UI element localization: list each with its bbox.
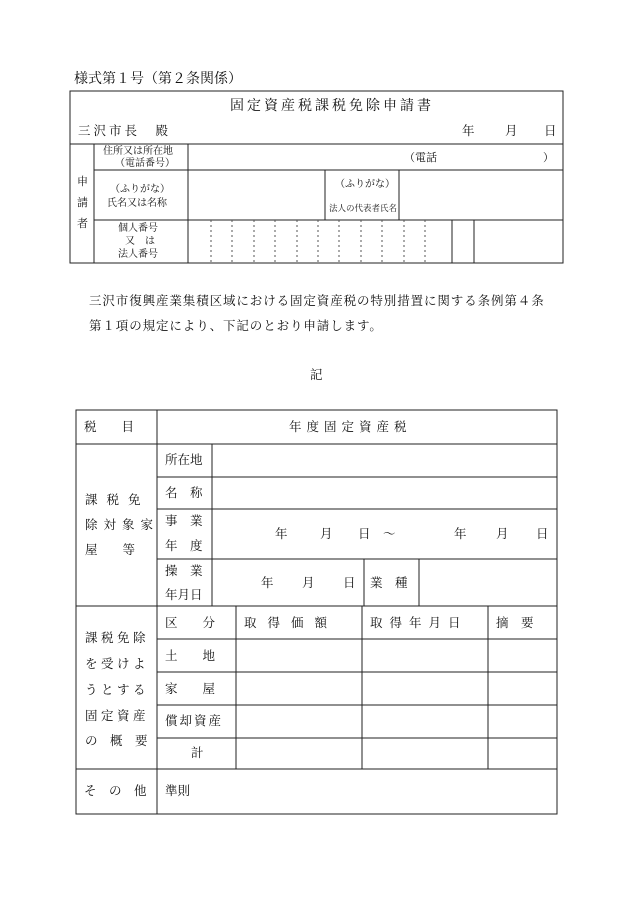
id-label-1: 個人番号 <box>118 223 158 234</box>
target-label-1: 課税免 <box>85 492 150 507</box>
tax-item-label: 税 目 <box>84 419 135 434</box>
row-depreciable-label: 償却資産 <box>165 713 224 728</box>
name-of-house-field[interactable] <box>214 479 555 507</box>
business-label-1: 事 業 <box>165 513 203 528</box>
operation-day: 日 <box>343 575 356 590</box>
target-label-2: 除対象家 <box>85 517 160 532</box>
operation-month: 月 <box>302 575 315 590</box>
industry-label: 業 種 <box>370 575 408 590</box>
rep-name-field[interactable] <box>401 172 561 218</box>
row-house-label: 家 屋 <box>165 681 216 696</box>
other-value: 準則 <box>165 783 191 798</box>
rep-name-label: 法人の代表者氏名 <box>329 204 398 214</box>
business-label-2: 年 度 <box>165 538 203 553</box>
name-furigana-label: （ふりがな） <box>110 184 170 195</box>
ki-heading: 記 <box>310 367 323 382</box>
body-line-1: 三沢市復興産業集積区域における固定資産税の特別措置に関する条例第４条 <box>89 293 545 308</box>
name-of-house-label: 名 称 <box>165 485 203 500</box>
header-note: 摘 要 <box>496 615 534 630</box>
row-land-label: 土 地 <box>165 648 216 663</box>
land-value-field[interactable] <box>238 641 360 670</box>
business-m1: 月 <box>320 526 333 541</box>
operation-year: 年 <box>261 575 274 590</box>
name-label: 氏名又は名称 <box>107 198 167 209</box>
total-value-field[interactable] <box>238 740 360 767</box>
form-number-label: 様式第１号（第２条関係） <box>74 71 242 87</box>
id-label-2: 又 は <box>125 236 155 247</box>
operation-label-2: 年月日 <box>165 587 203 602</box>
addressee: 三沢市長 殿 <box>78 123 172 138</box>
form-title: 固定資産税課税免除申請書 <box>230 98 434 114</box>
header-acquisition-date: 取得年月日 <box>370 615 468 630</box>
summary-label-5: の 概 要 <box>85 733 148 748</box>
phone-open: （電話 <box>404 151 437 164</box>
business-y2: 年 <box>454 526 467 541</box>
applicant-label-3: 者 <box>77 217 88 230</box>
location-label: 所在地 <box>165 452 203 467</box>
address-label: 住所又は所在地 <box>103 146 173 157</box>
operation-label-1: 操 業 <box>165 563 203 578</box>
header-acquisition-value: 取得価額 <box>244 615 339 630</box>
depreciable-value-field[interactable] <box>238 707 360 736</box>
house-value-field[interactable] <box>238 674 360 703</box>
target-label-3: 屋 等 <box>85 542 136 557</box>
id-number-field[interactable] <box>190 222 472 261</box>
body-line-2: 第１項の規定により、下記のとおり申請します。 <box>89 318 383 333</box>
phone-number-label: （電話番号） <box>115 158 175 169</box>
business-d2: 日 <box>536 526 549 541</box>
id-label-3: 法人番号 <box>118 249 158 260</box>
tax-item-value: 年度固定資産税 <box>289 419 412 434</box>
name-field[interactable] <box>190 172 323 218</box>
industry-field[interactable] <box>421 561 555 604</box>
business-y1: 年 <box>275 526 288 541</box>
applicant-label-2: 請 <box>77 196 88 209</box>
business-m2: 月 <box>496 526 509 541</box>
row-total-label: 計 <box>191 745 204 760</box>
rep-furigana-label: （ふりがな） <box>335 179 395 190</box>
summary-label-2: を受けよ <box>85 656 150 671</box>
date-year: 年 <box>462 123 475 138</box>
summary-label-1: 課税免除 <box>85 630 150 645</box>
date-day: 日 <box>544 123 557 138</box>
summary-label-3: うとする <box>85 682 150 697</box>
address-field[interactable] <box>190 146 400 168</box>
header-category: 区 分 <box>165 615 216 630</box>
applicant-label-1: 申 <box>77 175 88 188</box>
other-label: そ の 他 <box>84 783 147 798</box>
business-d1: 日 <box>358 526 371 541</box>
business-range-separator: 〜 <box>383 526 396 541</box>
location-field[interactable] <box>214 446 555 475</box>
summary-label-4: 固定資産 <box>85 708 150 723</box>
date-month: 月 <box>505 123 518 138</box>
phone-close: ） <box>543 151 554 164</box>
